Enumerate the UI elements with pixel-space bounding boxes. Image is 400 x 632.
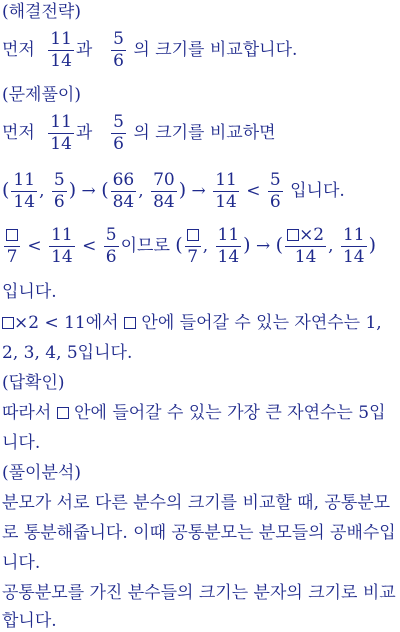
- section-heading-solving: (문제풀이): [2, 85, 81, 105]
- less-than: <: [27, 236, 42, 256]
- solving-conj: 과: [75, 123, 93, 143]
- blank-box-icon: [287, 229, 299, 241]
- fraction-5-6: $\frac{5}{6}$: [113, 29, 124, 71]
- fraction-box-times-2-14: $\frac{\times 2}{14}$: [285, 227, 326, 266]
- section-heading-analysis: (풀이분석): [2, 463, 81, 483]
- answer-text: 안에 들어갈 수 있는 가장 큰 자연수는 5입: [74, 403, 386, 423]
- solving-line-4: 입니다.: [2, 282, 57, 302]
- fraction-box-7: 7: [185, 227, 201, 266]
- analysis-line-3: 니다.: [2, 553, 41, 573]
- fraction-5-6: $\frac{5}{6}$: [53, 170, 65, 212]
- fraction-11-14: $\frac{11}{14}$: [13, 170, 36, 212]
- arrow: →: [255, 236, 271, 256]
- solving-line-2-suffix: 입니다.: [290, 181, 345, 201]
- arrow: →: [81, 181, 96, 201]
- solving-line-2: ( $\frac{11}{14}$ , $\frac{5}{6}$ ) → ( $\frac{66}{84}$ , $\frac{70}{84}$ ) → $\frac{11}{14}$ < $\frac{5}{6}$ 입니다.: [2, 170, 345, 212]
- blank-box-icon: [6, 229, 18, 241]
- strategy-prefix: 먼저: [2, 40, 35, 60]
- answer-line-1: [2, 402, 386, 424]
- fraction-11-14: $\frac{11}{14}$: [50, 29, 72, 71]
- blank-box-icon: [57, 407, 69, 419]
- fraction-11-14: $\frac{11}{14}$: [50, 112, 72, 154]
- arrow: →: [191, 181, 206, 201]
- strategy-conj: 과: [75, 40, 93, 60]
- fraction-11-14: $\frac{11}{14}$: [215, 170, 237, 212]
- fraction-5-6: $\frac{5}{6}$: [113, 112, 124, 154]
- analysis-line-2: 로 통분해줍니다. 이때 공통분모는 분모들의 공배수입: [2, 523, 396, 543]
- fraction-11-14: $\frac{11}{14}$: [51, 225, 73, 267]
- solving-line-5-text: 안에 들어갈 수 있는 자연수는 1,: [141, 313, 382, 333]
- blank-box-icon: [124, 317, 136, 329]
- section-heading-strategy: (해결전략): [2, 2, 81, 22]
- answer-line-2: 니다.: [2, 433, 41, 453]
- strategy-line: [2, 30, 297, 70]
- fraction-11-14: $\frac{11}{14}$: [342, 225, 365, 267]
- solving-line-6: 2, 3, 4, 5입니다.: [2, 343, 133, 363]
- answer-prefix: 따라서: [2, 403, 52, 423]
- blank-box-icon: [2, 317, 14, 329]
- fraction-5-6: $\frac{5}{6}$: [105, 225, 117, 267]
- fraction-70-84: $\frac{70}{84}$: [153, 170, 175, 212]
- less-than: <: [82, 236, 97, 256]
- fraction-box-7: 7: [4, 227, 20, 266]
- analysis-line-1: 분모가 서로 다른 분수의 크기를 비교할 때, 공통분모: [2, 493, 391, 513]
- analysis-line-4: 공통분모를 가진 분수들의 크기는 분자의 크기로 비교: [2, 583, 396, 603]
- solving-line-1: [2, 113, 276, 153]
- fraction-11-14: $\frac{11}{14}$: [217, 225, 240, 267]
- fraction-5-6: $\frac{5}{6}$: [269, 170, 281, 212]
- less-than: <: [246, 181, 261, 201]
- solving-line-3-conj: 이므로: [120, 236, 170, 256]
- analysis-line-5: 합니다.: [2, 611, 57, 631]
- solving-line-3: 7 < $\frac{11}{14}$ < $\frac{5}{6}$ 이므로 ( 7 , $\frac{11}{14}$ ) → ( $\frac{\times 2}{14}$ , $\frac{11}{14}$ ): [2, 225, 376, 266]
- solving-line-5: ×2 < 11에서 안에 들어갈 수 있는 자연수는 1,: [2, 312, 382, 334]
- blank-box-icon: [187, 229, 199, 241]
- section-heading-answer: (답확인): [2, 373, 65, 393]
- fraction-66-84: $\frac{66}{84}$: [112, 170, 135, 212]
- solving-suffix: 의 크기를 비교하면: [133, 123, 276, 143]
- solving-prefix: 먼저: [2, 123, 35, 143]
- strategy-suffix: 의 크기를 비교합니다.: [133, 40, 298, 60]
